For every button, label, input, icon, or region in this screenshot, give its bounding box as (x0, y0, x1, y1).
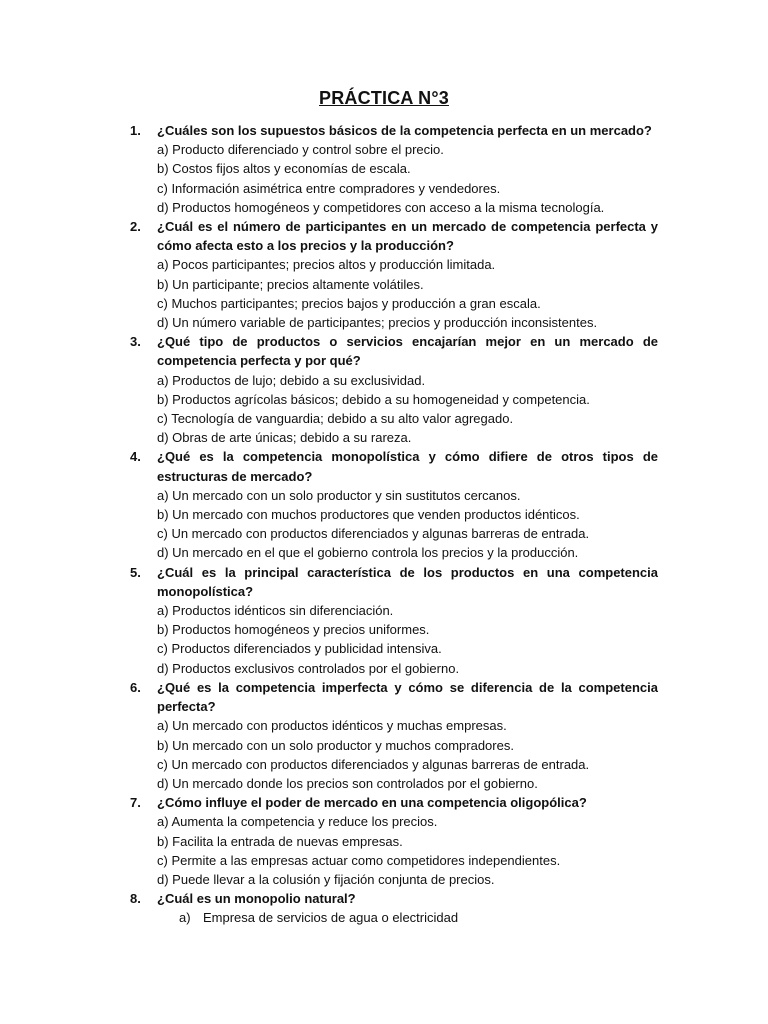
answer-options (157, 255, 658, 332)
answer-options (157, 812, 658, 889)
answer-option: d) Productos exclusivos controlados por el gobierno. (157, 660, 460, 676)
answer-option: c) Permite a las empresas actuar como competidores independientes. (157, 852, 561, 868)
question-item (130, 121, 658, 217)
question-item (130, 889, 658, 927)
answer-options (157, 140, 658, 217)
answer-option: d) Productos homogéneos y competidores con acceso a la misma tecnología. (157, 199, 605, 215)
answer-option (157, 908, 658, 927)
answer-option: c) Un mercado con productos diferenciados y algunas barreras de entrada. (157, 526, 590, 542)
question-item (130, 332, 658, 447)
answer-options (157, 716, 658, 793)
answer-option-text: Empresa de servicios de agua o electricidad (203, 910, 459, 926)
question-number: 4. (130, 449, 141, 465)
answer-option: a) Pocos participantes; precios altos y producción limitada. (157, 257, 496, 273)
answer-option: a) Aumenta la competencia y reduce los precios. (157, 814, 438, 830)
answer-option: d) Un mercado en el que el gobierno controla los precios y la producción. (157, 545, 579, 561)
answer-options (157, 486, 658, 563)
question-number: 3. (130, 334, 141, 350)
question-text: ¿Cuál es un monopolio natural? (157, 891, 356, 907)
question-text: ¿Qué es la competencia monopolística y cómo difiere de otros tipos de estructuras de mercado? (157, 449, 658, 484)
question-number: 2. (130, 219, 141, 235)
answer-option: c) Muchos participantes; precios bajos y producción a gran escala. (157, 295, 541, 311)
answer-option: b) Un participante; precios altamente volátiles. (157, 276, 424, 292)
answer-option: a) Un mercado con un solo productor y sin sustitutos cercanos. (157, 487, 521, 503)
answer-option-letter: a) (179, 910, 191, 926)
page-title: PRÁCTICA N°3 (319, 88, 449, 108)
answer-option: c) Un mercado con productos diferenciados y algunas barreras de entrada. (157, 756, 590, 772)
question-number: 8. (130, 891, 141, 907)
question-number: 1. (130, 123, 141, 138)
answer-options (157, 371, 658, 448)
answer-options (157, 601, 658, 678)
question-list (130, 121, 658, 928)
answer-option: c) Tecnología de vanguardia; debido a su alto valor agregado. (157, 411, 514, 427)
question-text: ¿Qué es la competencia imperfecta y cómo se diferencia de la competencia perfecta? (157, 679, 658, 715)
question-item (130, 793, 658, 889)
answer-option: b) Facilita la entrada de nuevas empresas. (157, 833, 403, 849)
question-text: ¿Cómo influye el poder de mercado en una competencia oligopólica? (157, 795, 587, 811)
question-text: ¿Cuál es el número de participantes en un mercado de competencia perfecta y cómo afecta esto a los precios y la producción? (157, 219, 658, 254)
answer-option: c) Productos diferenciados y publicidad intensiva. (157, 641, 442, 657)
answer-option: d) Obras de arte únicas; debido a su rareza. (157, 430, 412, 446)
answer-option: a) Productos de lujo; debido a su exclusividad. (157, 372, 426, 388)
answer-option: d) Puede llevar a la colusión y fijación conjunta de precios. (157, 871, 495, 887)
answer-option: b) Costos fijos altos y economías de escala. (157, 161, 411, 177)
question-item (130, 447, 658, 562)
question-item (130, 563, 658, 678)
answer-option: b) Un mercado con muchos productores que venden productos idénticos. (157, 507, 580, 523)
answer-options (157, 908, 658, 927)
answer-option: d) Un número variable de participantes; precios y producción inconsistentes. (157, 315, 598, 331)
answer-option: b) Productos agrícolas básicos; debido a su homogeneidad y competencia. (157, 391, 590, 407)
answer-option: d) Un mercado donde los precios son controlados por el gobierno. (157, 775, 538, 791)
answer-option: b) Productos homogéneos y precios uniformes. (157, 622, 430, 638)
answer-option: a) Productos idénticos sin diferenciación. (157, 603, 394, 619)
answer-option: a) Un mercado con productos idénticos y muchas empresas. (157, 718, 507, 734)
question-item (130, 217, 658, 332)
question-item (130, 678, 658, 793)
question-text: ¿Qué tipo de productos o servicios encajarían mejor en un mercado de competencia perfecta y por qué? (157, 334, 658, 369)
question-text: ¿Cuáles son los supuestos básicos de la competencia perfecta en un mercado? (157, 123, 652, 138)
answer-option: a) Producto diferenciado y control sobre el precio. (157, 142, 444, 158)
answer-option: c) Información asimétrica entre compradores y vendedores. (157, 180, 501, 196)
question-number: 6. (130, 679, 141, 695)
question-number: 5. (130, 564, 141, 580)
question-number: 7. (130, 795, 141, 811)
answer-option: b) Un mercado con un solo productor y muchos compradores. (157, 737, 514, 753)
question-text: ¿Cuál es la principal característica de los productos en una competencia monopolística? (157, 564, 658, 599)
